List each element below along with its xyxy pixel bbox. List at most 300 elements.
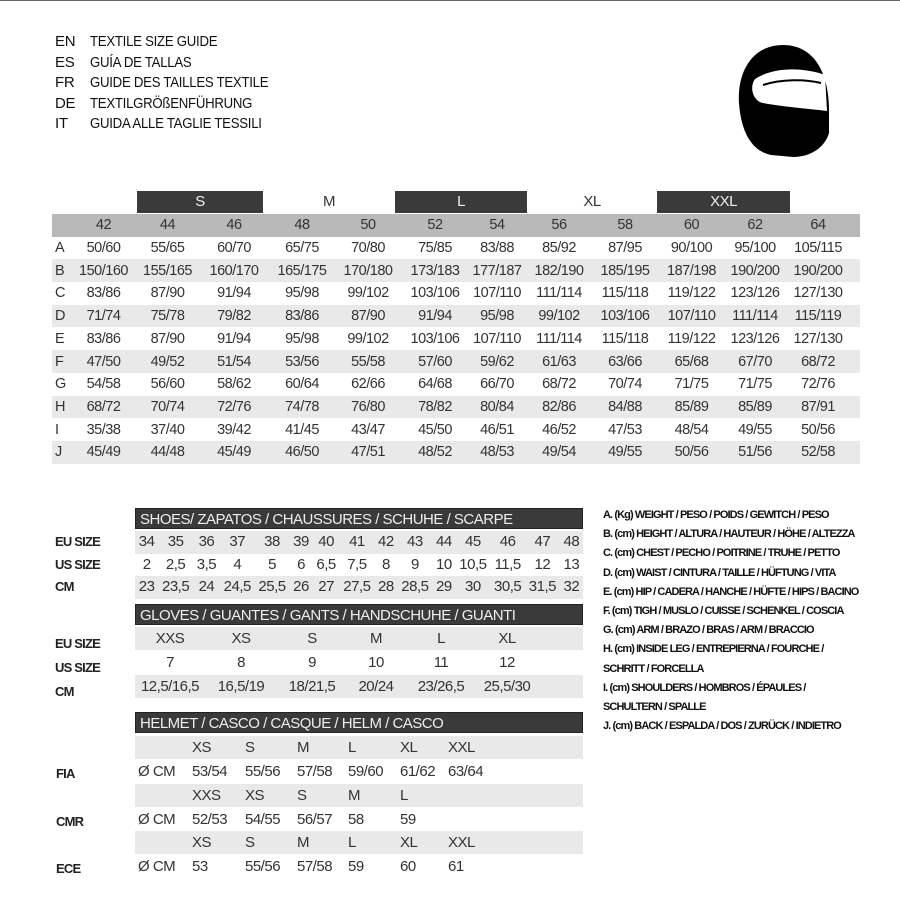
table-cell: 53/56 [285,353,319,370]
table-cell: 72/76 [801,376,835,393]
table-cell: 56 [551,217,567,234]
legend-line: G. (cm) ARM / BRAZO / BRAS / ARM / BRACCIO [603,624,814,637]
table-cell: 18/21,5 [288,678,336,695]
table-cell: 48/54 [674,421,709,438]
table-row [135,675,583,698]
table-cell: 34 [135,531,158,554]
table-cell: 50/60 [86,240,121,257]
table-cell: 111/114 [536,285,582,302]
table-cell: 23,5 [158,576,193,599]
table-cell: 68/72 [86,398,121,415]
table-cell: 63/66 [608,353,642,370]
table-cell: 49/55 [608,444,642,461]
table-row [52,259,860,282]
legend-line: F. (cm) TIGH / MUSLO / CUISSE / SCHENKEL / COSCIA [603,605,844,618]
table-cell: 30 [456,576,491,599]
table-cell: 41 [340,531,375,554]
table-cell: 55/65 [150,240,185,257]
table-cell: 87/95 [608,240,642,257]
helmet-value: 57/58 [297,858,333,875]
table-cell: 58 [617,217,633,234]
table-cell: 11 [433,654,449,671]
table-row [135,651,583,674]
table-cell: 10 [436,555,452,573]
legend-line: D. (cm) WAIST / CINTURA / TAILLE / HÜFTUNG / VITA [603,566,836,579]
table-cell: 105/115 [794,240,842,257]
table-cell: 62/66 [351,376,385,393]
title-text: TEXTILE SIZE GUIDE [90,33,218,50]
table-cell: 74/78 [285,398,319,415]
table-cell: 45 [456,531,491,554]
table-cell: 37 [220,531,255,554]
table-row [52,305,860,328]
table-cell: 42 [374,531,397,554]
table-cell: 39 [289,531,312,554]
helmet-size: XXL [448,834,475,851]
table-cell: 87/90 [351,308,385,325]
helmet-size: XL [400,739,418,756]
table-cell: 12 [534,555,551,573]
table-cell: 87/91 [801,398,835,415]
table-cell: 82/86 [542,398,576,415]
table-cell: 44 [159,217,176,234]
helmet-value: 59/60 [348,763,384,780]
language-code: ES [55,53,75,71]
table-cell: 190/200 [730,262,780,279]
table-cell: 29 [432,576,455,599]
table-cell: 160/170 [209,262,259,279]
helmet-size: M [297,739,309,756]
table-cell: 28,5 [398,576,433,599]
table-cell: 28 [374,576,397,599]
table-cell: 60 [683,217,700,234]
helmet-value: 61 [448,858,464,875]
table-cell: 8 [237,654,245,671]
table-cell: 48/53 [480,444,514,461]
table-cell: 103/106 [410,285,460,302]
table-cell: 119/122 [667,285,716,302]
table-cell: 45/49 [217,444,251,461]
table-cell: 65/68 [674,353,709,370]
table-cell: 23/26,5 [417,678,465,695]
table-cell: 57/60 [418,353,452,370]
row-label: G [55,376,66,393]
helmet-size: S [297,786,307,804]
table-cell: 6,5 [316,555,336,573]
size-group-xl: XL [583,193,601,210]
table-cell: 50 [360,217,376,234]
title-line [55,32,293,53]
title-text: GUIDA ALLE TAGLIE TESSILI [90,115,262,132]
helmet-value: 63/64 [448,763,484,780]
table-cell: 7 [166,654,174,671]
table-cell: 111/114 [732,308,778,325]
helmet-size: L [348,834,356,851]
table-cell: 49/55 [738,421,772,438]
table-cell: 56/60 [150,376,185,393]
title-line [55,114,293,135]
helmet-value-row [135,760,583,783]
title-line [55,53,293,74]
row-label: US SIZE [55,660,100,675]
measurement-legend [603,506,858,736]
table-cell: 24 [193,576,220,599]
helmet-value: 53 [192,858,208,875]
table-cell: 177/187 [472,262,522,279]
table-cell: 27,5 [340,576,375,599]
table-cell: 3,5 [196,555,217,573]
table-cell: 79/82 [217,308,251,325]
table-row [52,396,860,419]
helmet-value: 55/56 [245,858,281,875]
table-cell: S [307,630,317,647]
size-group-s: S [137,191,263,213]
legend-line: SCHRITT / FORCELLA [603,662,704,675]
helmet-size: XL [400,834,418,851]
table-cell: 43/47 [351,421,385,438]
table-cell: 66/70 [480,376,514,393]
table-cell: 87/90 [150,330,185,347]
table-cell: 71/74 [86,308,121,325]
helmet-size: S [245,739,255,756]
table-cell: 46/50 [285,444,319,461]
table-cell: 72/76 [217,398,251,415]
table-cell: 103/106 [600,308,650,325]
table-cell: 26 [289,576,312,599]
table-cell: 4 [233,555,242,573]
standard-label: FIA [56,766,75,781]
table-cell: 83/86 [86,330,121,347]
helmet-size: M [348,786,360,804]
legend-line: B. (cm) HEIGHT / ALTURA / HAUTEUR / HÖHE / ALTEZZA [603,528,855,541]
table-cell: 32 [560,576,583,599]
table-cell: 5 [268,555,276,573]
table-cell: 62 [747,217,763,234]
helmet-value: 58 [348,810,364,828]
table-cell: 170/180 [343,262,393,279]
table-cell: 47/51 [351,444,385,461]
table-cell: 75/85 [418,240,452,257]
table-cell: 20/24 [358,678,394,695]
shoes-grid [135,531,583,599]
table-cell: 39/42 [217,421,251,438]
table-cell: 187/198 [667,262,716,279]
table-cell: 24,5 [220,576,255,599]
language-code: DE [55,94,76,112]
table-cell: 31,5 [525,576,560,599]
table-cell: 85/92 [542,240,576,257]
table-cell: 51/56 [738,444,772,461]
table-cell: 27 [313,576,340,599]
helmet-value: 53/54 [192,763,228,780]
helmet-size-row [135,736,583,759]
table-cell: 165/175 [277,262,327,279]
table-cell: 25,5 [255,576,290,599]
table-cell: XS [231,630,251,647]
table-cell: 30,5 [490,576,525,599]
table-cell: L [437,630,445,647]
row-label: US SIZE [55,556,100,572]
table-cell: 115/118 [601,330,649,347]
helmet-icon [733,41,833,159]
table-cell: 91/94 [217,330,251,347]
table-cell: 115/119 [794,308,842,325]
table-cell: 46 [490,531,525,554]
table-cell: 190/200 [793,262,843,279]
title-text: TEXTILGRÖßENFÜHRUNG [90,94,253,112]
table-cell: 54 [489,217,505,234]
table-row [52,418,860,441]
table-cell: 76/80 [351,398,385,415]
table-cell: 95/98 [480,308,514,325]
helmet-size: M [297,834,309,851]
table-cell: 107/110 [473,285,521,302]
table-cell: 52/58 [801,444,835,461]
helmet-size: XXS [192,786,221,804]
table-cell: 60/64 [285,376,319,393]
table-cell: 58/62 [217,376,251,393]
table-cell: 23 [135,576,158,599]
table-cell: 70/80 [351,240,385,257]
unit-label: Ø CM [138,810,176,828]
helmet-value-row [135,855,583,878]
table-cell: 25,5/30 [483,678,531,695]
table-cell: 36 [193,531,220,554]
helmet-size-row [135,831,583,854]
row-label: J [55,444,62,461]
table-cell: 85/89 [738,398,772,415]
table-cell: 16,5/19 [217,678,265,695]
table-cell: 12 [499,654,515,671]
table-cell: 38 [255,531,290,554]
size-group-xxl: XXL [657,191,790,213]
table-cell: 95/100 [734,240,776,257]
table-cell: 87/90 [150,285,185,302]
table-cell: 83/86 [285,308,319,325]
title-text: GUÍA DE TALLAS [90,53,192,71]
table-cell: 64 [810,217,826,234]
table-cell: 12,5/16,5 [140,678,200,695]
helmet-size: XS [192,834,212,851]
table-cell: 42 [95,217,112,234]
table-cell: 107/110 [473,330,521,347]
table-cell: 103/106 [410,330,460,347]
table-row [135,627,583,650]
unit-label: Ø CM [138,763,176,780]
helmet-value: 57/58 [297,763,333,780]
table-cell: 71/75 [738,376,772,393]
table-cell: 48 [560,531,583,554]
table-cell: 43 [398,531,433,554]
table-cell: 85/89 [674,398,709,415]
helmet-value: 61/62 [400,763,436,780]
table-cell: 50/56 [801,421,835,438]
table-row [52,350,860,373]
table-cell: XXS [155,630,185,647]
table-cell: 9 [410,555,419,573]
table-cell: 54/58 [86,376,121,393]
table-cell: 46/51 [480,421,514,438]
table-cell: 2 [142,555,151,573]
table-cell: 10,5 [459,555,487,573]
helmet-value-row [135,808,583,831]
size-header-row [52,214,860,237]
title-line [55,94,293,115]
table-cell: 44 [432,531,455,554]
table-cell: 127/130 [793,330,843,347]
table-cell: 47/50 [86,353,121,370]
table-cell: 8 [381,555,390,573]
row-label: EU SIZE [55,636,100,651]
row-label: B [55,262,65,279]
table-cell: 127/130 [793,285,843,302]
table-cell: 45/50 [418,421,452,438]
table-cell: 37/40 [150,421,185,438]
helmet-size: XXL [448,739,475,756]
helmet-value: 55/56 [245,763,281,780]
helmet-header: HELMET / CASCO / CASQUE / HELM / CASCO [135,712,583,733]
table-cell: 84/88 [608,398,642,415]
table-cell: 60/70 [217,240,251,257]
table-cell: 90/100 [670,240,713,257]
table-cell: 95/98 [285,285,319,302]
row-label: CM [55,684,74,699]
helmet-value: 52/53 [192,810,228,828]
standard-label: CMR [56,813,84,829]
table-cell: 123/126 [730,285,780,302]
row-label: E [55,330,65,347]
table-cell: 99/102 [538,308,580,325]
table-cell: 55/58 [351,353,385,370]
shoes-header: SHOES/ ZAPATOS / CHAUSSURES / SCHUHE / SCARPE [135,508,583,529]
table-cell: 99/102 [347,330,389,347]
table-cell: 150/160 [79,262,128,279]
table-cell: 48/52 [418,444,452,461]
table-cell: 111/114 [536,330,582,347]
table-cell: 61/63 [542,353,576,370]
legend-line: A. (Kg) WEIGHT / PESO / POIDS / GEWITCH / PESO [603,509,829,521]
legend-line: E. (cm) HIP / CADERA / HANCHE / HÜFTE / HIPS / BACINO [603,585,859,598]
legend-line: J. (cm) BACK / ESPALDA / DOS / ZURÜCK / INDIETRO [603,720,841,733]
unit-label: Ø CM [138,858,176,875]
table-cell: 40 [313,531,340,554]
table-cell: 47/53 [608,421,642,438]
row-label: EU SIZE [55,534,100,549]
table-cell: 173/183 [410,262,460,279]
table-cell: 35 [158,531,193,554]
table-cell: 91/94 [217,285,251,302]
table-cell: 119/122 [667,330,716,347]
language-code: EN [55,33,76,50]
table-cell: 64/68 [418,376,452,393]
table-cell: 50/56 [674,444,709,461]
size-group-m: M [323,193,335,210]
helmet-size: XS [192,739,212,756]
table-cell: XL [498,630,516,647]
legend-line: H. (cm) INSIDE LEG / ENTREPIERNA / FOURCHE / [603,643,824,656]
helmet-size-row [135,784,583,807]
helmet-value: 56/57 [297,810,333,828]
row-label: I [55,421,59,438]
table-cell: 68/72 [801,353,835,370]
table-cell: 46 [226,217,242,234]
table-cell: 71/75 [674,376,709,393]
table-cell: 70/74 [608,376,642,393]
helmet-size: L [348,739,356,756]
title-text: GUIDE DES TAILLES TEXTILE [90,74,269,91]
table-cell: 68/72 [542,376,576,393]
table-cell: 52 [427,217,443,234]
title-line [55,73,293,94]
table-cell: 75/78 [150,308,185,325]
table-cell: 35/38 [86,421,121,438]
table-cell: 59/62 [480,353,514,370]
table-cell: 48 [294,217,310,234]
table-cell: 13 [563,555,580,573]
gloves-header: GLOVES / GUANTES / GANTS / HANDSCHUHE / GUANTI [135,604,583,625]
table-cell: 44/48 [150,444,185,461]
row-label: C [55,285,65,302]
table-cell: 95/98 [285,330,319,347]
helmet-value: 60 [400,858,416,875]
table-row [52,441,860,464]
table-cell: 123/126 [730,330,780,347]
table-cell: 107/110 [667,308,716,325]
table-cell: 11,5 [494,555,521,573]
legend-line: SCHULTERN / SPALLE [603,701,706,714]
table-cell: 9 [308,654,316,671]
language-code: FR [55,74,75,91]
table-cell: 182/190 [534,262,584,279]
table-cell: M [370,630,382,647]
guide-titles [55,32,293,135]
table-cell: 91/94 [418,308,452,325]
table-cell: 45/49 [86,444,121,461]
table-cell: 78/82 [418,398,452,415]
size-group-l: L [395,191,527,213]
table-cell: 83/86 [86,285,121,302]
table-cell: 10 [368,654,384,671]
table-cell: 49/52 [150,353,185,370]
table-cell: 80/84 [480,398,514,415]
table-cell: 155/165 [143,262,192,279]
row-label: A [55,240,65,257]
table-cell: 70/74 [150,398,185,415]
table-cell: 6 [297,555,305,573]
table-cell: 49/54 [542,444,576,461]
table-row [52,282,860,305]
helmet-size: L [400,786,408,804]
helmet-size: S [245,834,255,851]
table-cell: 185/195 [600,262,650,279]
table-row [52,237,860,260]
table-cell: 47 [525,531,560,554]
table-cell: 115/118 [601,285,649,302]
standard-label: ECE [56,861,81,876]
table-cell: 65/75 [285,240,319,257]
language-code: IT [55,115,68,132]
table-cell: 51/54 [217,353,251,370]
table-cell: 99/102 [347,285,389,302]
legend-line: C. (cm) CHEST / PECHO / POITRINE / TRUHE / PETTO [603,547,840,560]
table-cell: 46/52 [542,421,576,438]
helmet-value: 59 [348,858,364,875]
table-row [52,373,860,396]
helmet-size: XS [245,786,265,804]
helmet-value: 54/55 [245,810,281,828]
row-label: F [55,353,64,370]
row-label: H [55,398,65,415]
